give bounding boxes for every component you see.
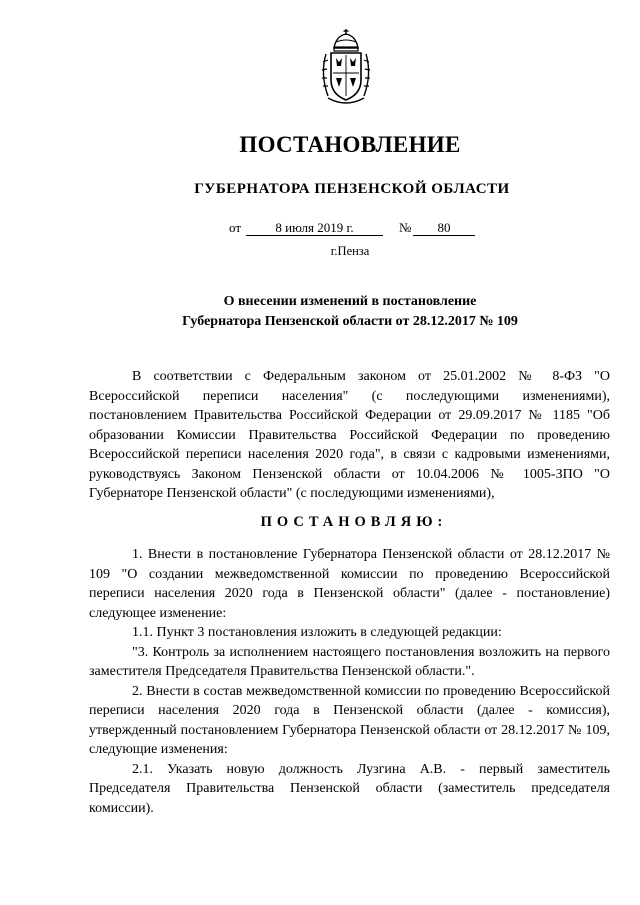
- document-heading: [30, 292, 640, 332]
- decree-word: ПОСТАНОВЛЯЮ:: [260, 514, 448, 530]
- decree-items: [89, 545, 610, 818]
- document-city: г.Пенза: [330, 244, 370, 258]
- document-date: 8 июля 2019 г.: [246, 220, 383, 236]
- date-prefix: от: [229, 220, 242, 235]
- document-subtitle: ГУБЕРНАТОРА ПЕНЗЕНСКОЙ ОБЛАСТИ: [194, 181, 510, 197]
- coat-of-arms-emblem: [318, 28, 374, 106]
- item-1-1: 1.1. Пункт 3 постановления изложить в следующей редакции:: [132, 625, 502, 640]
- item-2: 2. Внести в состав межведомственной комиссии по проведению Всероссийской переписи населения 2020 года в Пензенской области (далее - комиссия), утвержденный постановлением Губернатора Пензенской области от 28.12.2017 № 109, следующие изменения:: [89, 683, 610, 757]
- heading-line-2: Губернатора Пензенской области от 28.12.2017 № 109: [182, 314, 518, 329]
- document-number: 80: [413, 220, 475, 236]
- item-1: 1. Внести в постановление Губернатора Пензенской области от 28.12.2017 № 109 "О создании межведомственной комиссии по проведению Всероссийской переписи населения 2020 года в Пензенской области" (далее - постановление) следующее изменение:: [89, 547, 610, 621]
- preamble-paragraph: В соответствии с Федеральным законом от 25.01.2002 № 8-ФЗ "О Всероссийской переписи населения" (с последующими изменениями), постановлением Правительства Российской Федерации от 29.09.2017 № 1185 "Об образовании Комиссии Правительства Российской Федерации по проведению Всероссийской переписи населения 2020 года", в связи с кадровыми изменениями, руководствуясь Законом Пензенской области от 10.04.2006 № 1005-ЗПО "О Губернаторе Пензенской области" (с последующими изменениями),: [89, 369, 610, 501]
- heading-line-1: О внесении изменений в постановление: [223, 294, 477, 309]
- preamble-block: [89, 367, 610, 504]
- document-title: ПОСТАНОВЛЕНИЕ: [239, 132, 461, 157]
- number-prefix: №: [399, 220, 412, 235]
- item-1-1-text: "3. Контроль за исполнением настоящего постановления возложить на первого заместителя Председателя Правительства Пензенской области.".: [89, 644, 610, 679]
- item-2-1: 2.1. Указать новую должность Лузгина А.В. - первый заместитель Председателя Правительства Пензенской области (заместитель председателя комиссии).: [89, 761, 610, 816]
